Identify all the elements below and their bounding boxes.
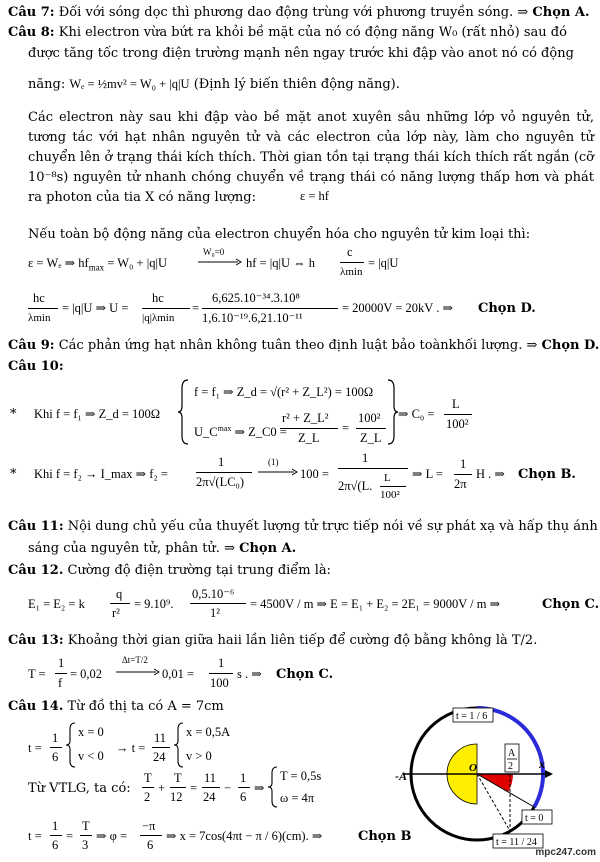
q12-num: 0,5.10⁻⁶	[192, 587, 235, 601]
label-A: A	[508, 748, 516, 759]
q14-bar6	[238, 787, 250, 788]
q14-last-T: T	[82, 819, 90, 833]
label-x: x	[539, 757, 545, 771]
q8-eq2e: = |q|U	[368, 256, 399, 270]
q13-arrow	[116, 668, 160, 676]
q10-l1den: 100²	[446, 417, 469, 431]
q8-line1	[8, 24, 567, 41]
q10-l1res-bar	[444, 414, 472, 415]
q14-arrow: ⇒	[254, 781, 265, 795]
q8-eps: ε = hf	[300, 189, 329, 203]
label-2: 2	[508, 761, 513, 772]
q8-eq2-fracbar	[340, 262, 364, 263]
q13-arrow-label: Δt=T/2	[122, 655, 148, 665]
q13-answer: Chọn C.	[276, 667, 334, 682]
q8-paragraph: Các electron này sau khi đập vào bề mặt anot xuyên sâu những lớp vỏ nguyên tử, tương tác với hạt nhân nguyên tử và các electron của lớp này, làm cho nguyên tử chuyển lên ở trạng thái kích thích. Thời gian tồn tại trạng thái kích thích rất ngắn (cỡ 10⁻⁸s) nguyên tử nhanh chóng chuyển về trạng thái có năng lượng thấp hơn và phát ra photon của tia X có năng lượng:	[28, 110, 594, 205]
q12-den: 1²	[210, 606, 220, 620]
q10-l1b2: ⇒ Z_C0 =	[234, 425, 287, 440]
q14-tt: → t =	[116, 741, 146, 755]
q10-l2-bar4	[454, 474, 472, 475]
q14-vg0: v > 0	[186, 749, 212, 763]
q8-eq3-bar3	[202, 308, 338, 309]
q10-label: Câu 10:	[8, 359, 64, 374]
q11-text2: sáng của nguyên tử, phân tử. ⇒	[28, 541, 235, 556]
q10-l2L: L	[384, 472, 391, 484]
q14-answer: Chọn B	[358, 829, 412, 844]
q14-last-a: t =	[28, 829, 42, 843]
q14-bar5	[202, 787, 220, 788]
q9-text: Các phản ứng hạt nhân không tuân theo định luật bảo toànkhối lượng. ⇒	[58, 338, 538, 353]
q8-text3b: (Định lý biến thiên động năng).	[193, 77, 400, 92]
q14-last-phi: ⇒ φ =	[96, 829, 127, 843]
q10-l2-bar2	[338, 468, 408, 469]
q8-eq3res: = 20000V = 20kV . ⇒	[342, 301, 453, 315]
q7-answer: Chọn A.	[532, 5, 590, 20]
q8-text3a: năng:	[28, 77, 66, 92]
q13-unit: s . ⇒	[237, 667, 262, 681]
q12-res: = 4500V / m ⇒ E = E₁ + E₂ = 2E₁ = 9000V / m ⇒	[250, 597, 501, 611]
q10-answer: Chọn B.	[518, 467, 576, 482]
q8-eq3-bar2	[142, 308, 190, 309]
q14-6b: 6	[240, 790, 247, 804]
q10-l1b6: Z_L	[360, 431, 382, 445]
q14-brace1	[66, 722, 76, 768]
q13-eqa: T =	[28, 667, 46, 681]
q10-brace1	[178, 378, 190, 446]
q8-eq2-lmin: λmin	[340, 266, 363, 278]
q8-eq3num: 6,625.10⁻³⁴.3.10⁸	[212, 291, 300, 305]
q10-l2unit: H . ⇒	[476, 467, 505, 481]
q9-label: Câu 9:	[8, 338, 55, 353]
label-negA: -A	[395, 769, 407, 783]
q12-r2: r²	[112, 606, 120, 620]
q14-24b: 24	[203, 790, 216, 804]
q10-l1b-bar1	[280, 428, 338, 429]
q14-bar1	[50, 747, 62, 748]
q14-brace3	[268, 766, 278, 808]
q14-12: 12	[170, 790, 183, 804]
q8-eq3-bar1	[28, 308, 58, 309]
q10-l2num: 1	[218, 455, 225, 469]
q13-1: 1	[58, 656, 65, 670]
q7-text: Đối với sóng dọc thì phương dao động trùng với phương truyền sóng. ⇒	[58, 5, 529, 20]
q14-last-mpi: −π	[142, 819, 156, 833]
q8-label: Câu 8:	[8, 25, 55, 40]
q8-eq3-hc: hc	[33, 291, 45, 305]
q8-eq3c: |q|λmin	[142, 312, 175, 324]
q13-n2: 1	[218, 656, 225, 670]
q10-l2mid: 100 =	[300, 467, 329, 481]
q14-bar8	[80, 835, 92, 836]
q10-l2den3: 100²	[380, 489, 400, 501]
q10-l1L: L	[452, 397, 460, 411]
q14-res2: ω = 4π	[280, 791, 315, 805]
q14-last-eq: =	[66, 829, 74, 843]
q9-line	[8, 337, 599, 354]
q8-eq2-c: c	[347, 245, 353, 259]
q12-label: Câu 12.	[8, 563, 64, 578]
label-t16: t = 1 / 6	[456, 711, 488, 722]
q14-bar2	[152, 747, 170, 748]
q13-text: Khoảng thời gian giữa haii lần liên tiếp để cường độ bằng không là T/2.	[67, 633, 538, 648]
q12-bar2	[190, 603, 246, 604]
q10-l1b-bar2	[356, 428, 386, 429]
q8-answer: Chọn D.	[478, 301, 536, 316]
q14-6: 6	[52, 750, 59, 764]
q10-l2-bar	[196, 472, 252, 473]
q14-1b: 1	[240, 771, 247, 785]
q8-eq3b: hc	[152, 291, 164, 305]
q13-eqc: 0,01 =	[162, 667, 195, 681]
q10-l1b4: Z_L	[298, 431, 320, 445]
q14-eq: =	[190, 781, 198, 795]
q14-last-3: 3	[82, 838, 89, 852]
q14-bar4	[170, 787, 186, 788]
q10-l2arrow: (1)	[268, 457, 279, 467]
q10-l1b5: 100²	[358, 411, 381, 425]
q10-l2: Khi f = f₂ → I_max ⇒ f₂ =	[34, 467, 168, 481]
q7-label: Câu 7:	[8, 5, 55, 20]
label-t0: t = 0	[525, 813, 544, 824]
q12-bar1	[110, 603, 130, 604]
q10-star1: *	[10, 407, 17, 422]
x-axis-arrow	[545, 770, 553, 778]
q10-l1a: f = f₁ ⇒ Z_d = √(r² + Z_L²) = 100Ω	[194, 385, 374, 399]
q14-2: 2	[144, 790, 151, 804]
q11-answer: Chọn A.	[239, 541, 297, 556]
q10-l1b1: U_C	[194, 425, 218, 440]
q14-text: Từ đồ thị ta có A = 7cm	[67, 699, 224, 714]
q14-bar9	[140, 835, 162, 836]
q14-last-x: ⇒ x = 7cos(4πt − π / 6)(cm). ⇒	[166, 829, 323, 843]
q13-bar1	[55, 673, 67, 674]
q13-label: Câu 13:	[8, 633, 64, 648]
q14-x0: x = 0	[78, 725, 104, 739]
q10-l2num2: 1	[362, 451, 369, 465]
q7-line	[8, 4, 589, 21]
q10-brace1-right	[386, 378, 398, 446]
q12-text: Cường độ điện trường tại trung điểm là:	[67, 563, 332, 578]
q10-l1b	[194, 420, 287, 441]
q10-l1b1sup: max	[217, 424, 232, 433]
q13-f: f	[58, 676, 63, 690]
q8-eq2	[28, 255, 167, 277]
q14-T2: T	[174, 771, 182, 785]
q11-label: Câu 11:	[8, 519, 64, 534]
q10-l2d3: 2π	[454, 477, 467, 491]
q8-text1: Khi electron vừa bứt ra khỏi bề mặt của nó có động năng W₀ (rất nhỏ) sau đó	[58, 25, 567, 40]
q14-brace2	[174, 722, 184, 768]
q14-label: Câu 14.	[8, 699, 64, 714]
q8-eq2d: hf = |q|U ⇔ h	[246, 256, 315, 270]
q10-l1: Khi f = f₁ ⇒ Z_d = 100Ω	[34, 407, 161, 421]
q14-last-6b: 6	[147, 838, 154, 852]
q11-line2	[28, 540, 296, 557]
q10-l2n3: 1	[460, 457, 467, 471]
q13-eqb: = 0,02	[70, 667, 103, 681]
q14-24: 24	[153, 750, 166, 764]
q14-t: t =	[28, 741, 42, 755]
q10-l2den: 2π√(LC₀)	[196, 475, 245, 489]
q10-l1b3: r² + Z_L²	[282, 411, 329, 425]
q14-11b: 11	[204, 771, 217, 785]
q10-l2den2: 2π√(L.	[338, 479, 373, 493]
q14-bar7	[50, 835, 62, 836]
q14-last-1: 1	[52, 819, 59, 833]
q12-line	[8, 562, 331, 579]
q10-l2-arrow	[258, 468, 298, 476]
q12-eq: E₁ = E₂ = k	[28, 597, 85, 611]
vtlg-diagram	[395, 700, 600, 850]
q13-line	[8, 632, 537, 649]
q14-vtlg: Từ VTLG, ta có:	[28, 781, 131, 796]
q11-text: Nội dung chủ yếu của thuyết lượng tử trực tiếp nói về sự phát xạ và hấp thụ ánh	[67, 519, 598, 534]
q12-q: q	[116, 587, 123, 601]
q8-eq3-lmin: λmin	[28, 312, 51, 324]
q11-line1	[8, 518, 598, 535]
q14-plus: +	[158, 781, 166, 795]
q8-eq3a: = |q|U ⇒ U =	[62, 301, 129, 315]
q10-l2res: ⇒ L =	[412, 467, 443, 481]
q8-eq2a: ε = Wₑ ⇒ hf	[28, 256, 89, 270]
q14-line	[8, 698, 224, 715]
q10-l1res: ⇒ C₀ =	[398, 407, 435, 421]
q8-eq3-eq: =	[192, 301, 200, 315]
q9-answer: Chọn D.	[541, 338, 600, 353]
q10-star2: *	[10, 467, 17, 482]
q10-l1b-eq: =	[342, 421, 350, 435]
q14-res1: T = 0,5s	[280, 769, 322, 783]
label-O: O	[469, 762, 477, 774]
q14-bar3	[142, 787, 154, 788]
q8-eq2-arrow-label: W₀=0	[203, 247, 225, 257]
q8-eq1: Wₑ = ½mv² = W₀ + |q|U	[69, 77, 190, 91]
q8-eq2b: max	[88, 262, 105, 273]
label-t1124: t = 11 / 24	[496, 837, 537, 848]
q14-T: T	[144, 771, 152, 785]
q8-text2: được tăng tốc trong điện trường mạnh nên ngay trước khi đập vào anot nó có động	[28, 46, 574, 61]
q8-text4: Nếu toàn bộ động năng của electron chuyển hóa cho nguyên tử kim loại thì:	[28, 227, 531, 242]
q8-eq2-arrow	[198, 258, 242, 266]
q14-v0: v < 0	[78, 749, 104, 763]
q8-eq2c: = W₀ + |q|U	[107, 256, 167, 270]
q12-answer: Chọn C.	[542, 597, 600, 612]
q12-eqb: = 9.10⁹.	[134, 597, 174, 611]
q14-1: 1	[52, 731, 59, 745]
q13-d2: 100	[210, 676, 229, 690]
q8-eq3den: 1,6.10⁻¹⁹.6,21.10⁻¹¹	[202, 311, 303, 325]
q8-line3	[28, 76, 400, 93]
watermark: mpc247.com	[535, 847, 596, 858]
q14-x05: x = 0,5A	[186, 725, 231, 739]
q14-minus: −	[224, 781, 232, 795]
q13-bar2	[209, 673, 233, 674]
q14-11: 11	[154, 731, 167, 745]
q14-last-6: 6	[52, 838, 59, 852]
